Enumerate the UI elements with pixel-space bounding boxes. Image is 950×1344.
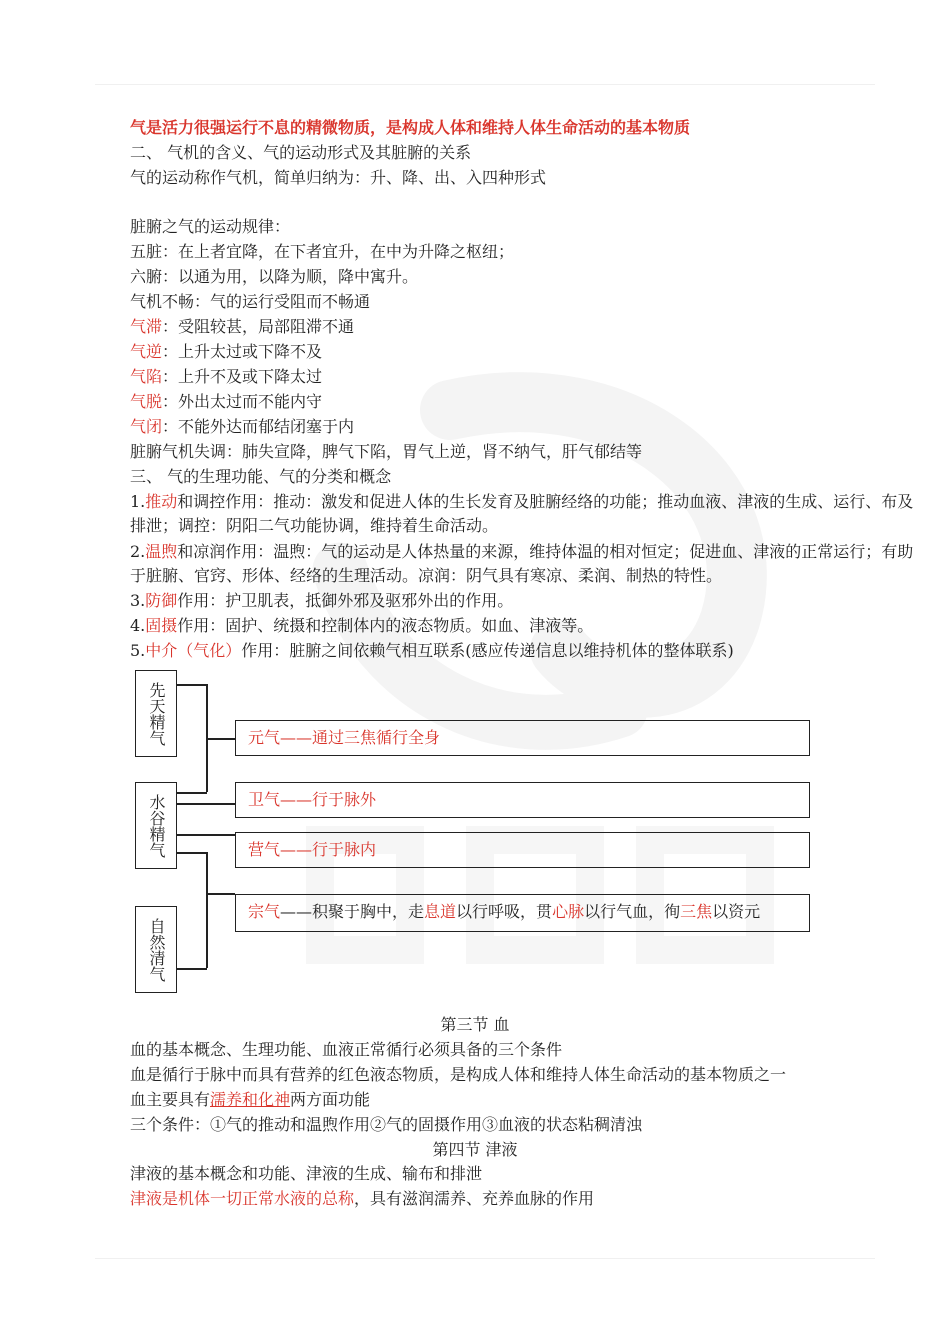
connector xyxy=(206,852,208,968)
section-heading-2: 二、 气机的含义、气的运动形式及其脏腑的关系 xyxy=(130,143,472,162)
num: 2. xyxy=(130,542,146,561)
function-push xyxy=(100,490,920,538)
secure-term: 固摄 xyxy=(145,616,178,635)
five-zang-rule: 五脏：在上者宜降，在下者宜升，在中为升降之枢纽； xyxy=(130,242,515,261)
mediate-desc: 作用：脏腑之间依赖气相互联系(感应传递信息以维持机体的整体联系) xyxy=(241,641,734,660)
connector xyxy=(177,834,235,836)
connector xyxy=(177,684,207,686)
top-rule xyxy=(95,84,875,85)
blood-functions-text: 两方面功能 xyxy=(290,1090,371,1109)
function-warm xyxy=(100,540,920,588)
blood-topics: 血的基本概念、生理功能、血液正常循行必须具备的三个条件 xyxy=(130,1040,563,1059)
qi-ni-term: 气逆 xyxy=(130,342,163,361)
source-box-air xyxy=(135,906,177,993)
num: 4. xyxy=(130,616,146,635)
qi-xian-line xyxy=(130,365,322,389)
qi-ni-line xyxy=(130,340,322,364)
num: 3. xyxy=(130,591,146,610)
source-label: 水谷精气 xyxy=(147,793,166,858)
blood-functions-term: 濡养和化神 xyxy=(210,1090,291,1109)
fluid-section-heading: 第四节 津液 xyxy=(432,1140,518,1159)
source-label: 先天精气 xyxy=(147,681,166,746)
yuan-qi-box: 元气——通过三焦循行全身 xyxy=(235,720,810,756)
zong-qi-text: 以资元 xyxy=(712,902,761,921)
qi-zhi-desc: ：受阻较甚，局部阻滞不通 xyxy=(162,317,355,336)
blood-definition: 血是循行于脉中而具有营养的红色液态物质，是构成人体和维持人体生命活动的基本物质之一 xyxy=(130,1065,787,1084)
connector xyxy=(177,852,207,854)
blood-functions xyxy=(130,1088,370,1112)
qi-bi-term: 气闭 xyxy=(130,417,163,436)
qi-bi-line xyxy=(130,415,354,439)
wei-qi-box: 卫气——行于脉外 xyxy=(235,782,810,818)
function-secure xyxy=(130,614,593,638)
xi-dao-term: 息道 xyxy=(424,902,457,921)
source-box-prenatal xyxy=(135,670,177,757)
num: 1. xyxy=(130,492,146,511)
qi-tuo-desc: ：外出太过而不能内守 xyxy=(162,392,323,411)
warm-term: 温煦 xyxy=(145,542,178,561)
qi-ni-desc: ：上升太过或下降不及 xyxy=(162,342,323,361)
fluid-definition-text: ，具有滋润濡养、充养血脉的作用 xyxy=(354,1189,595,1208)
zong-qi-box xyxy=(235,894,810,932)
qi-movement: 气的运动称作气机，简单归纳为：升、降、出、入四种形式 xyxy=(130,168,547,187)
qi-tuo-line xyxy=(130,390,322,414)
function-defend xyxy=(130,589,513,613)
bottom-rule xyxy=(95,1258,875,1259)
qi-tuo-term: 气脱 xyxy=(130,392,163,411)
connector xyxy=(177,803,235,805)
fluid-definition xyxy=(130,1187,594,1211)
defend-term: 防御 xyxy=(145,591,178,610)
push-term: 推动 xyxy=(145,492,178,511)
six-fu-rule: 六腑：以通为用，以降为顺，降中寓升。 xyxy=(130,267,419,286)
num: 5. xyxy=(130,641,146,660)
san-jiao-term: 三焦 xyxy=(680,902,713,921)
qi-bi-desc: ：不能外达而郁结闭塞于内 xyxy=(162,417,355,436)
blood-section-heading: 第三节 血 xyxy=(440,1015,510,1034)
connector xyxy=(207,738,235,740)
fluid-topics: 津液的基本概念和功能、津液的生成、输布和排泄 xyxy=(130,1164,483,1183)
qi-zhi-term: 气滞 xyxy=(130,317,163,336)
warm-desc: 和凉润作用：温煦：气的运动是人体热量的来源，维持体温的相对恒定；促进血、津液的正常运行；有助于脏腑、官窍、形体、经络的生理活动。凉润：阴气具有寒凉、柔润、制热的特性。 xyxy=(130,542,914,585)
qi-definition: 气是活力很强运行不息的精微物质，是构成人体和维持人体生命活动的基本物质 xyxy=(130,118,691,137)
blood-functions-text: 血主要具有 xyxy=(130,1090,211,1109)
fluid-definition-term: 津液是机体一切正常水液的总称 xyxy=(130,1189,355,1208)
source-box-food xyxy=(135,782,177,869)
zong-qi-term: 宗气 xyxy=(248,902,281,921)
zong-qi-text: ——积聚于胸中，走 xyxy=(280,902,425,921)
qi-xian-term: 气陷 xyxy=(130,367,163,386)
qi-stagnant-general: 气机不畅：气的运行受阻而不畅通 xyxy=(130,292,371,311)
blood-conditions: 三个条件：①气的推动和温煦作用②气的固摄作用③血液的状态粘稠清浊 xyxy=(130,1115,643,1134)
function-mediate xyxy=(130,639,734,663)
push-desc: 和调控作用：推动：激发和促进人体的生长发育及脏腑经络的功能；推动血液、津液的生成、运行、布及排泄；调控：阴阳二气功能协调，维持着生命活动。 xyxy=(130,492,914,535)
qi-xian-desc: ：上升不及或下降太过 xyxy=(162,367,323,386)
mediate-term: 中介（气化） xyxy=(145,641,242,660)
zangfu-rules-title: 脏腑之气的运动规律： xyxy=(130,217,291,236)
connector xyxy=(177,968,207,970)
connector xyxy=(177,792,207,794)
qi-zhi-line xyxy=(130,315,354,339)
zangfu-disorder: 脏腑气机失调：肺失宣降，脾气下陷，胃气上逆，肾不纳气，肝气郁结等 xyxy=(130,442,643,461)
section-heading-3: 三、 气的生理功能、气的分类和概念 xyxy=(130,467,392,486)
zong-qi-text: 以行气血，徇 xyxy=(584,902,681,921)
source-label: 自然清气 xyxy=(147,917,166,982)
ying-qi-box: 营气——行于脉内 xyxy=(235,832,810,868)
defend-desc: 作用：护卫肌表，抵御外邪及驱邪外出的作用。 xyxy=(177,591,514,610)
connector xyxy=(207,893,235,895)
zong-qi-text: 以行呼吸，贯 xyxy=(456,902,553,921)
xin-mai-term: 心脉 xyxy=(552,902,585,921)
secure-desc: 作用：固护、统摄和控制体内的液态物质。如血、津液等。 xyxy=(177,616,594,635)
